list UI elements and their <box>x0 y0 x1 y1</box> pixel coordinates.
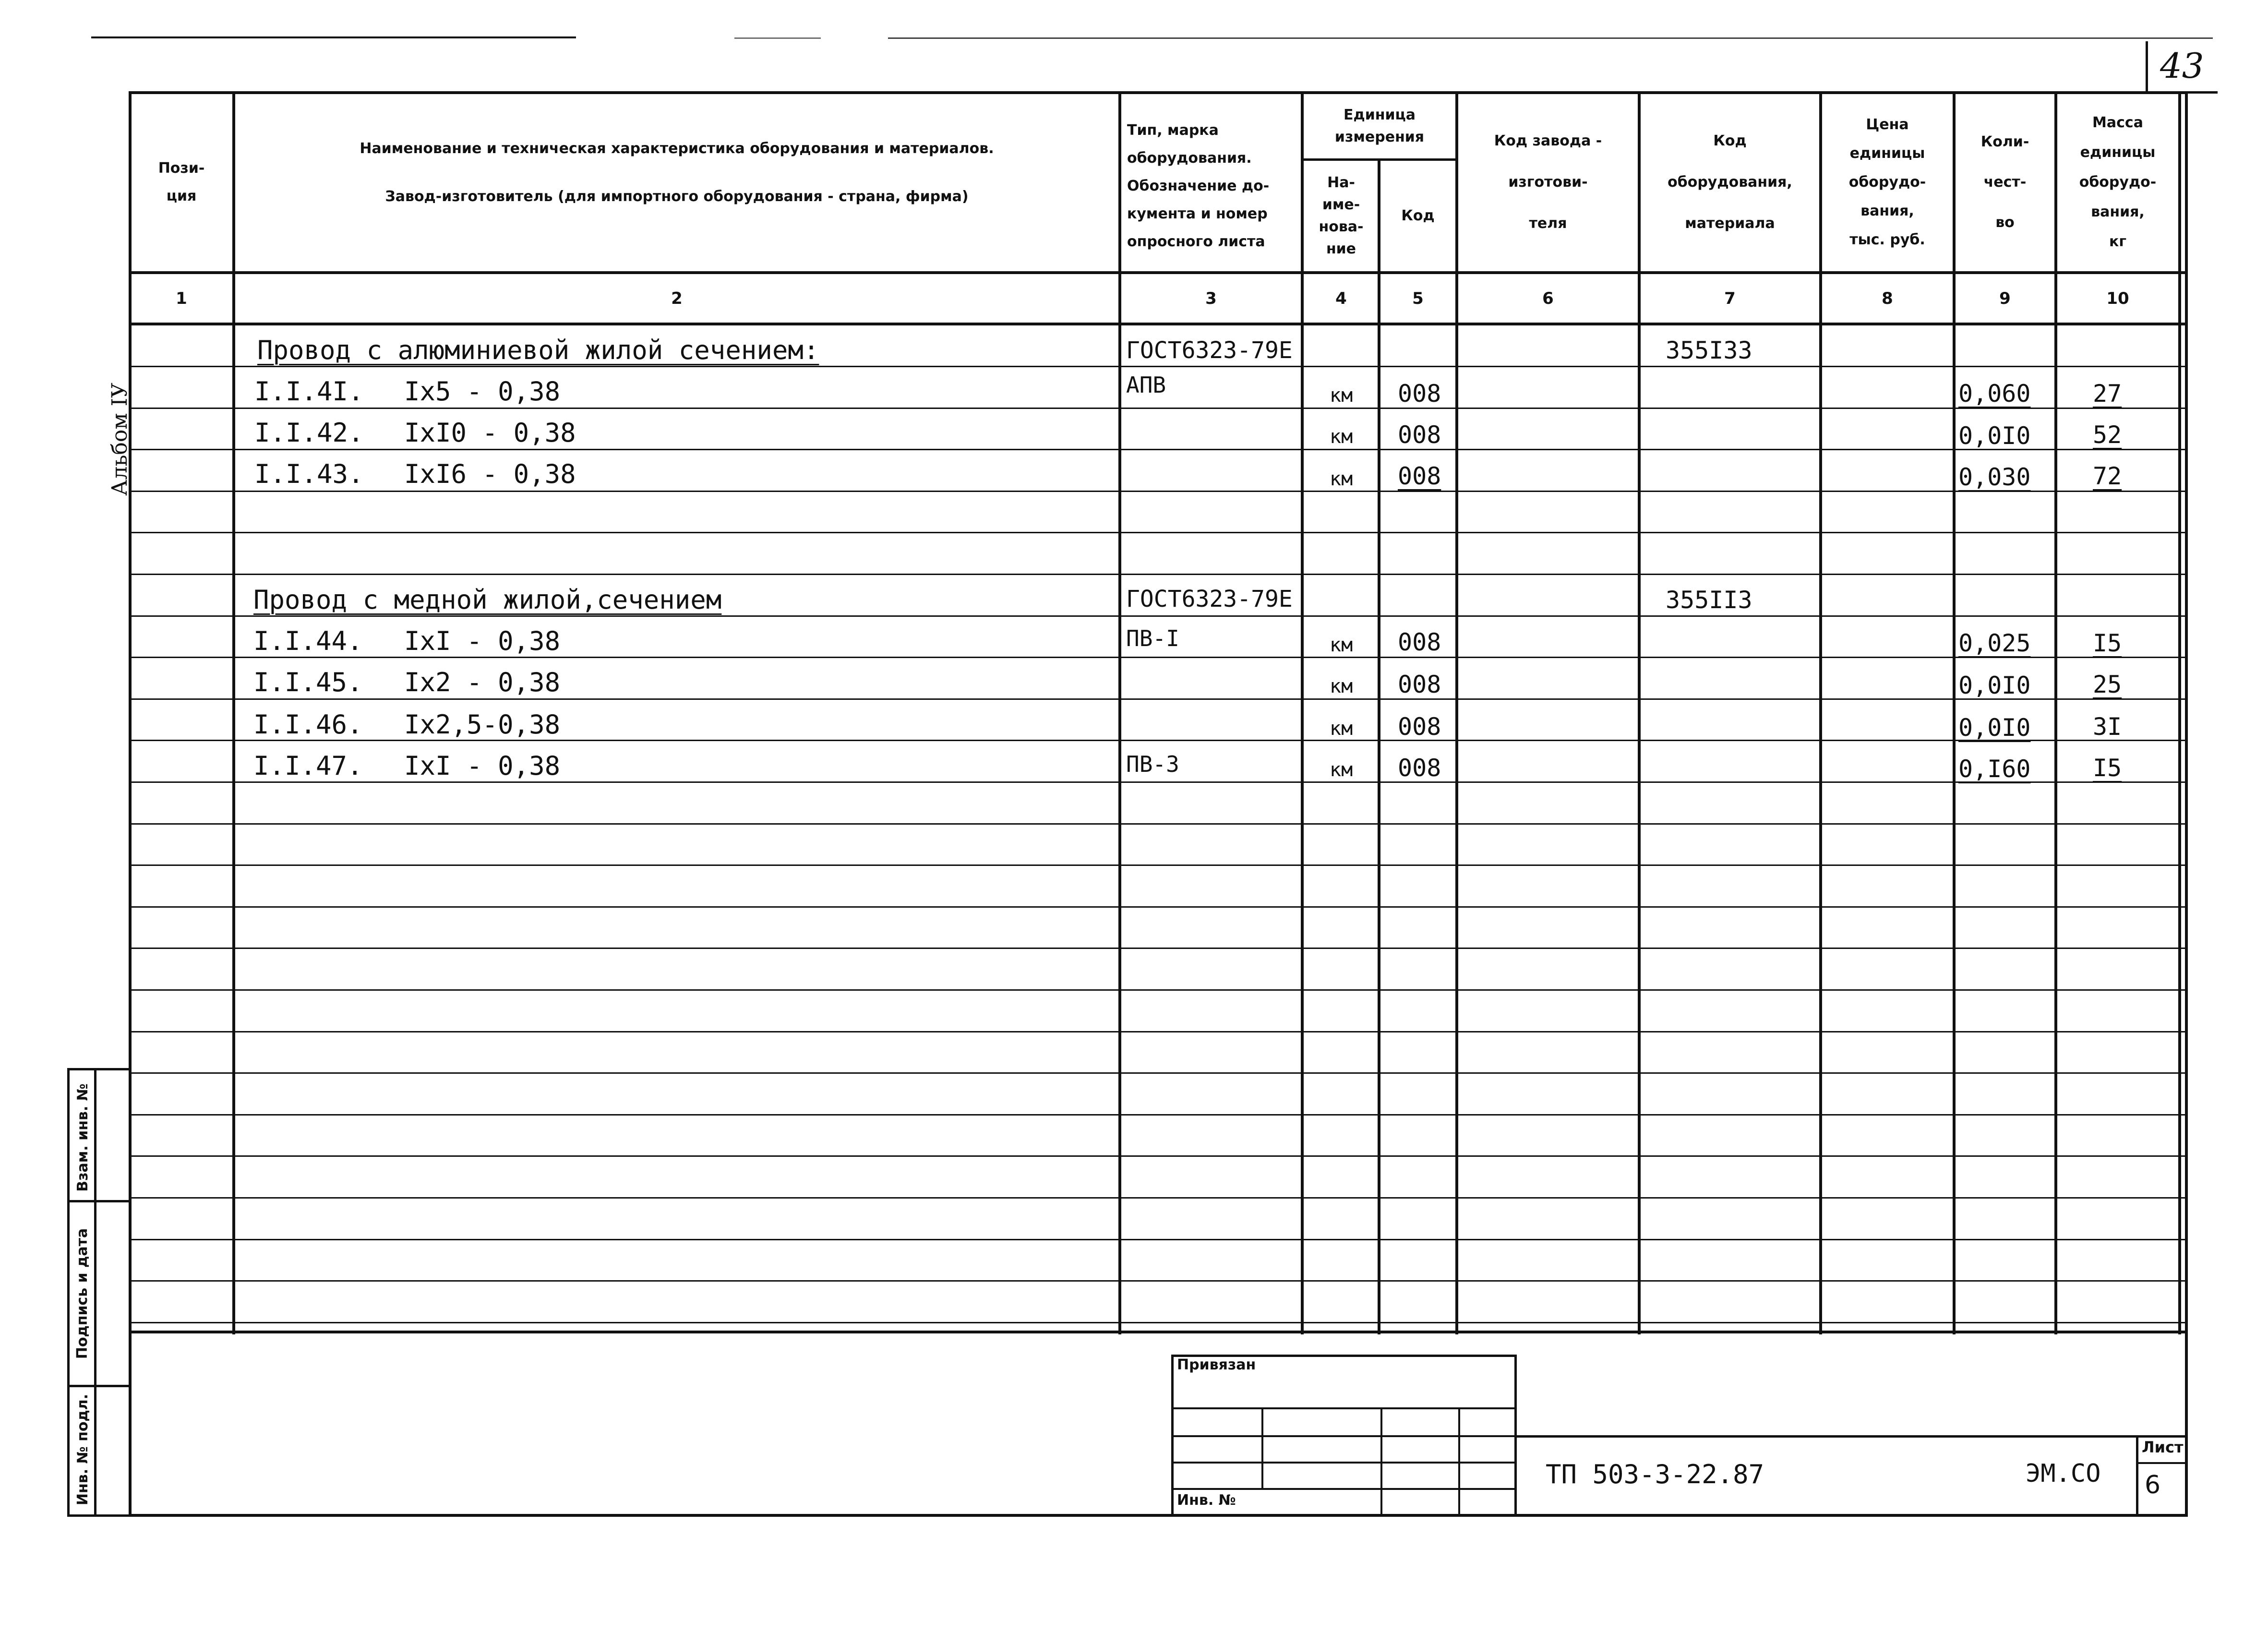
side-stamp-inv: Инв. № подл. <box>74 1393 91 1506</box>
privyazan-vline2 <box>1380 1407 1382 1517</box>
row-separator <box>129 615 2188 617</box>
row-item-pos: I.I.46. <box>253 709 363 740</box>
row-item-spec: Iх2,5-0,38 <box>404 709 561 740</box>
designation: ТП 503-3-22.87 <box>1546 1459 1764 1489</box>
side-stamp-vzam: Взам. инв. № <box>74 1083 91 1192</box>
row-heading-copper: Провод с медной жилой,сечением <box>253 585 722 615</box>
col-number-8: 8 <box>1882 288 1893 308</box>
row-separator <box>129 906 2188 908</box>
header-unit: Единица измерения <box>1334 106 1425 145</box>
row-item-unit: км <box>1330 384 1353 407</box>
row-item-unit: км <box>1330 468 1353 490</box>
header-equipment-code: Код оборудования, материала <box>1668 132 1792 232</box>
row-item-unit-code: 008 <box>1398 421 1441 449</box>
inv-no-label: Инв. № <box>1177 1492 1236 1509</box>
row-item-unit-code: 008 <box>1398 671 1441 698</box>
row-item-mass: 3I <box>2093 713 2122 741</box>
row-item-mass: 27 <box>2093 380 2122 408</box>
privyazan-vline1 <box>1261 1407 1263 1489</box>
side-stamp-left-line <box>67 1068 70 1517</box>
row-item-mass: I5 <box>2093 629 2122 657</box>
row-item-pos: I.I.42. <box>254 418 364 448</box>
col-number-10: 10 <box>2106 288 2129 308</box>
privyazan-vline3 <box>1458 1407 1460 1517</box>
row-heading-copper-doc: ГОСТ6323-79Е <box>1126 586 1293 612</box>
row-item-qty: 0,0I0 <box>1958 672 2031 699</box>
row-item-doc: ПВ-3 <box>1126 751 1179 777</box>
album-label: Альбом IУ <box>108 383 132 496</box>
col-number-3: 3 <box>1205 288 1217 308</box>
row-separator <box>129 948 2188 949</box>
row-separator <box>129 491 2188 492</box>
row-item-spec: Iх2 - 0,38 <box>404 667 561 697</box>
header-unit-mass: Масса единицы оборудо- вания, кг <box>2079 114 2157 250</box>
row-separator <box>129 781 2188 783</box>
row-separator <box>129 574 2188 575</box>
row-item-unit-code: 008 <box>1398 754 1441 782</box>
header-type-brand: Тип, марка оборудования. Обозначение до- кумента и номер опросного листа <box>1127 121 1270 250</box>
table-bottom-line <box>129 1331 2188 1333</box>
header-name-line1: Наименование и техническая характеристика оборудования и материалов. <box>360 140 994 157</box>
page-number-box-left <box>2146 41 2148 94</box>
header-unit-code: Код <box>1401 207 1435 224</box>
row-item-pos: I.I.47. <box>253 751 363 781</box>
col-number-1: 1 <box>176 288 187 308</box>
row-heading-aluminium: Провод с алюминиевой жилой сечением: <box>257 335 819 365</box>
row-separator <box>129 1031 2188 1032</box>
privyazan-hline2 <box>1171 1435 1517 1437</box>
col-number-7: 7 <box>1724 288 1736 308</box>
row-separator <box>129 823 2188 825</box>
row-item-unit: км <box>1330 426 1353 448</box>
row-item-pos: I.I.45. <box>253 667 363 697</box>
privyazan-hline1 <box>1171 1407 1517 1409</box>
sheet-box-mid <box>2136 1462 2188 1464</box>
row-separator <box>129 1322 2188 1323</box>
col-number-6: 6 <box>1542 288 1554 308</box>
row-item-unit-code: 008 <box>1398 713 1441 741</box>
number-row-line <box>129 323 2188 325</box>
row-item-mass: I5 <box>2093 754 2122 782</box>
privyazan-label: Привязан <box>1177 1356 1256 1373</box>
row-item-pos: I.I.43. <box>254 459 364 489</box>
row-heading-aluminium-doc: ГОСТ6323-79Е <box>1126 337 1293 364</box>
row-separator <box>129 366 2188 367</box>
row-separator <box>129 698 2188 700</box>
header-quantity: Коли- чест- во <box>1980 133 2029 231</box>
row-item-unit-code: 008 <box>1398 462 1441 490</box>
row-item-qty: 0,0I0 <box>1958 714 2031 742</box>
header-unit-name: На- име- нова- ние <box>1319 174 1364 257</box>
privyazan-hline3 <box>1171 1462 1517 1464</box>
row-separator <box>129 1197 2188 1199</box>
side-stamp-bottom <box>67 1514 130 1517</box>
row-item-spec: Iх5 - 0,38 <box>404 376 561 407</box>
row-item-spec: IхI0 - 0,38 <box>404 418 576 448</box>
row-separator <box>129 408 2188 409</box>
row-separator <box>129 657 2188 658</box>
row-separator <box>129 864 2188 866</box>
row-separator <box>129 1114 2188 1116</box>
row-separator <box>129 532 2188 533</box>
row-separator <box>129 740 2188 741</box>
sheet-box-left <box>2136 1435 2138 1517</box>
row-item-unit: км <box>1330 759 1353 781</box>
row-item-unit: км <box>1330 634 1353 656</box>
row-separator <box>129 1155 2188 1157</box>
row-separator <box>129 989 2188 991</box>
row-item-mass: 72 <box>2093 462 2122 490</box>
sheet-number: 6 <box>2145 1471 2161 1500</box>
row-item-unit: км <box>1330 718 1353 740</box>
row-item-unit-code: 008 <box>1398 628 1441 656</box>
side-stamp-podpis: Подпись и дата <box>74 1228 91 1359</box>
sheet-label: Лист <box>2142 1438 2184 1456</box>
header-plant-code: Код завода - изготови- теля <box>1494 132 1602 232</box>
row-item-qty: 0,025 <box>1958 629 2031 657</box>
col-line-10 <box>2178 91 2181 1334</box>
row-item-doc: ПВ-I <box>1126 625 1179 651</box>
header-position: Пози- ция <box>158 160 205 204</box>
row-item-spec: IхI6 - 0,38 <box>404 459 576 489</box>
col-line-4 <box>1378 158 1380 1334</box>
row-item-qty: 0,060 <box>1958 380 2031 408</box>
col-number-5: 5 <box>1412 288 1424 308</box>
row-item-qty: 0,I60 <box>1958 755 2031 783</box>
row-item-spec: IхI - 0,38 <box>404 751 561 781</box>
row-item-spec: IхI - 0,38 <box>404 626 561 656</box>
header-unit-price: Цена единицы оборудо- вания, тыс. руб. <box>1848 116 1926 248</box>
page-number: 43 <box>2160 46 2204 86</box>
row-item-qty: 0,030 <box>1958 463 2031 491</box>
row-separator <box>129 1280 2188 1282</box>
row-item-unit-code: 008 <box>1398 380 1441 408</box>
col-number-9: 9 <box>1999 288 2011 308</box>
row-separator <box>129 1072 2188 1074</box>
row-heading-copper-code: 355II3 <box>1666 586 1752 614</box>
row-item-qty: 0,0I0 <box>1958 422 2031 450</box>
col-number-2: 2 <box>671 288 683 308</box>
top-rule-right <box>888 37 2213 39</box>
side-stamp-top <box>67 1068 130 1070</box>
row-item-pos: I.I.4I. <box>254 376 364 407</box>
row-item-doc: АПВ <box>1126 372 1166 398</box>
row-separator <box>129 1239 2188 1240</box>
document-code: ЭМ.СО <box>2026 1459 2101 1488</box>
col-number-4: 4 <box>1335 288 1347 308</box>
row-heading-aluminium-code: 355I33 <box>1666 336 1752 364</box>
title-block-top <box>1517 1435 2188 1438</box>
row-item-mass: 25 <box>2093 671 2122 698</box>
row-item-unit: км <box>1330 675 1353 697</box>
top-rule-left <box>91 36 576 38</box>
header-name-line2: Завод-изготовитель (для импортного оборудования - страна, фирма) <box>385 188 969 205</box>
row-item-pos: I.I.44. <box>253 626 363 656</box>
privyazan-hline4 <box>1171 1488 1517 1490</box>
row-separator <box>129 449 2188 450</box>
row-item-mass: 52 <box>2093 421 2122 449</box>
top-rule-mid <box>734 37 821 39</box>
